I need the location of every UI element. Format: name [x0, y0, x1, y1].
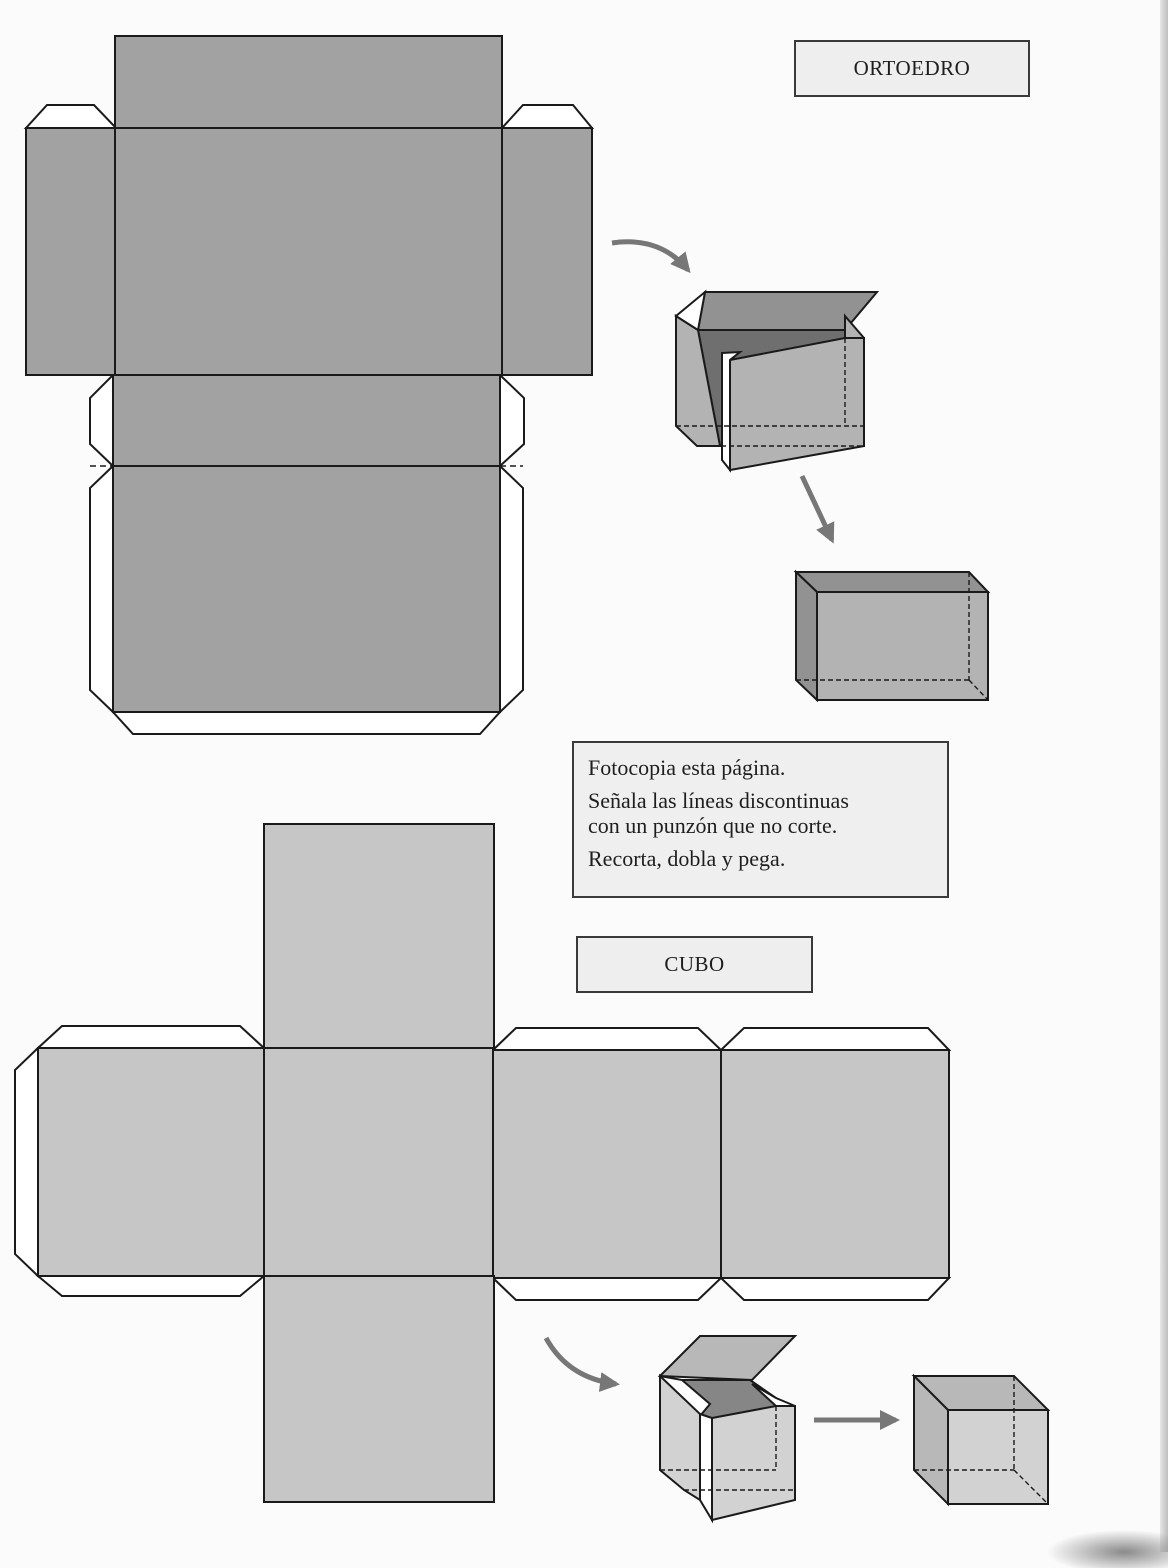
glue-tab	[500, 466, 523, 712]
glue-tab	[113, 712, 500, 734]
glue-tab	[15, 1048, 38, 1276]
face-right	[493, 1050, 721, 1278]
face-back	[113, 466, 500, 712]
page-edge	[1160, 0, 1168, 1552]
glue-tab	[38, 1276, 264, 1296]
title-cubo: CUBO	[576, 936, 813, 993]
curved-arrow-icon	[612, 242, 688, 270]
glue-tab	[500, 375, 524, 466]
cubo-folding-illustration	[660, 1336, 795, 1520]
face-back	[721, 1050, 949, 1278]
glue-tab	[721, 1278, 949, 1300]
glue-tab	[502, 105, 592, 128]
face-bottom	[264, 1276, 494, 1502]
glue-tab	[493, 1278, 721, 1300]
scan-smudge	[1040, 1528, 1168, 1568]
face-top	[115, 36, 502, 128]
cubo-assembled	[914, 1376, 1048, 1504]
face-front	[264, 1048, 494, 1276]
face-right	[502, 128, 592, 375]
glue-tab	[90, 466, 113, 712]
title-ortoedro: ORTOEDRO	[794, 40, 1030, 97]
face-top	[264, 824, 494, 1050]
instruction-photocopy: Fotocopia esta página.	[588, 755, 786, 780]
instructions-box	[572, 741, 949, 898]
instruction-cut-fold-glue: Recorta, dobla y pega.	[588, 846, 786, 871]
face-left	[38, 1048, 264, 1276]
face-bottom	[113, 375, 500, 466]
ortoedro-folding-illustration	[676, 292, 877, 470]
glue-tab	[493, 1028, 721, 1050]
face-front	[115, 128, 502, 375]
instruction-mark-lines: Señala las líneas discontinuas con un punzón que no corte.	[588, 788, 849, 838]
curved-arrow-icon	[546, 1338, 616, 1384]
glue-tab	[90, 375, 113, 466]
straight-arrow-icon	[802, 476, 832, 540]
glue-tab	[721, 1028, 949, 1050]
glue-tab	[26, 105, 116, 128]
glue-tab	[38, 1026, 264, 1048]
ortoedro-assembled	[796, 572, 988, 700]
face-left	[26, 128, 115, 375]
ortoedro-net	[26, 36, 592, 734]
cubo-net	[15, 824, 949, 1502]
